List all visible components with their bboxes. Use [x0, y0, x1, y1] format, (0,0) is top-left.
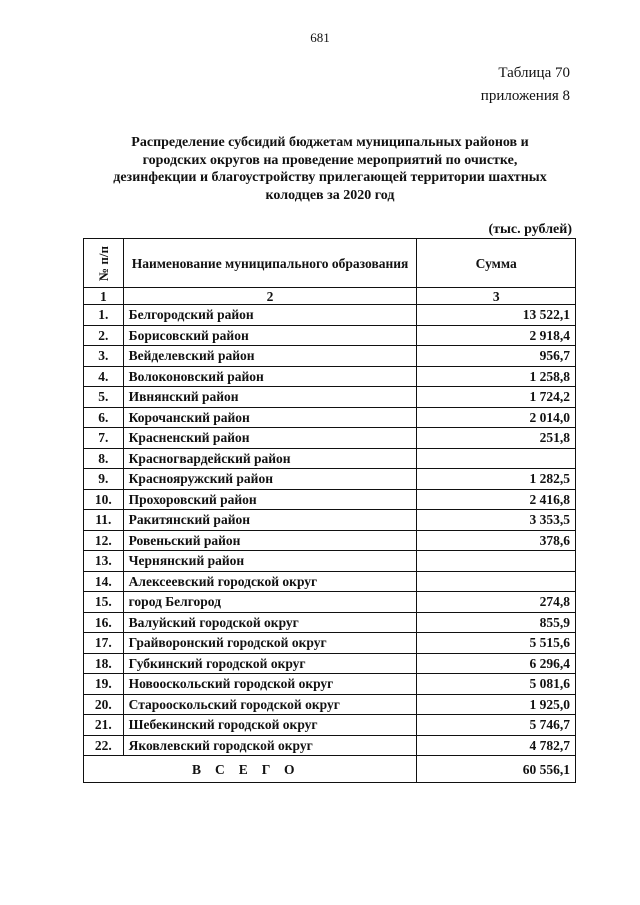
table-row	[84, 694, 576, 715]
row-sum: 4 782,7	[417, 735, 576, 756]
row-name: Грайворонский городской округ	[123, 633, 417, 654]
table-row	[84, 325, 576, 346]
row-number: 2.	[84, 325, 124, 346]
table-row	[84, 592, 576, 613]
row-sum: 251,8	[417, 428, 576, 449]
row-name: Новооскольский городской округ	[123, 674, 417, 695]
total-sum: 60 556,1	[417, 756, 576, 783]
table-row	[84, 407, 576, 428]
row-number: 8.	[84, 448, 124, 469]
row-name: Красногвардейский район	[123, 448, 417, 469]
row-sum: 5 515,6	[417, 633, 576, 654]
document-title: Распределение субсидий бюджетам муниципальных районов и городских округов на проведение мероприятий по очистке, дезинфекции и благоустройству прилегающей территории шахтных колодцев за 2020 год	[113, 135, 547, 203]
row-name: Белгородский район	[123, 305, 417, 326]
table-row	[84, 489, 576, 510]
table-row	[84, 735, 576, 756]
row-number: 5.	[84, 387, 124, 408]
table-label-line1: Таблица 70	[498, 65, 570, 81]
row-sum	[417, 551, 576, 572]
page-number: 681	[310, 30, 330, 45]
row-name: Корочанский район	[123, 407, 417, 428]
header-number-label: № п/п	[95, 245, 111, 281]
row-number: 18.	[84, 653, 124, 674]
table-row	[84, 571, 576, 592]
table-label	[481, 62, 570, 108]
table-row	[84, 448, 576, 469]
table-row	[84, 653, 576, 674]
row-sum: 5 081,6	[417, 674, 576, 695]
row-sum: 3 353,5	[417, 510, 576, 531]
table-row	[84, 510, 576, 531]
table-label-line2: приложения 8	[480, 88, 570, 104]
row-number: 1.	[84, 305, 124, 326]
row-name: Ивнянский район	[123, 387, 417, 408]
row-name: Чернянский район	[123, 551, 417, 572]
row-number: 15.	[84, 592, 124, 613]
table-row	[84, 346, 576, 367]
row-name: город Белгород	[123, 592, 417, 613]
row-name: Волоконовский район	[123, 366, 417, 387]
row-number: 11.	[84, 510, 124, 531]
total-row	[84, 756, 576, 783]
units-label: (тыс. рублей)	[488, 222, 572, 237]
row-number: 13.	[84, 551, 124, 572]
table-row	[84, 612, 576, 633]
row-sum: 1 282,5	[417, 469, 576, 490]
row-name: Вейделевский район	[123, 346, 417, 367]
row-number: 17.	[84, 633, 124, 654]
row-sum: 2 416,8	[417, 489, 576, 510]
row-name: Краснояружский район	[123, 469, 417, 490]
column-number-1: 1	[84, 288, 124, 305]
header-name: Наименование муниципального образования	[123, 239, 417, 288]
column-number-3: 3	[417, 288, 576, 305]
row-number: 14.	[84, 571, 124, 592]
table-row	[84, 469, 576, 490]
table-row	[84, 387, 576, 408]
row-name: Борисовский район	[123, 325, 417, 346]
row-number: 3.	[84, 346, 124, 367]
row-sum: 855,9	[417, 612, 576, 633]
row-name: Ракитянский район	[123, 510, 417, 531]
header-number	[84, 239, 124, 288]
table-row	[84, 428, 576, 449]
row-sum: 5 746,7	[417, 715, 576, 736]
row-name: Валуйский городской округ	[123, 612, 417, 633]
total-label: ВСЕГО	[84, 756, 417, 783]
table-row	[84, 530, 576, 551]
row-sum: 1 925,0	[417, 694, 576, 715]
row-sum: 1 258,8	[417, 366, 576, 387]
row-number: 16.	[84, 612, 124, 633]
row-number: 12.	[84, 530, 124, 551]
row-sum	[417, 448, 576, 469]
row-name: Старооскольский городской округ	[123, 694, 417, 715]
row-number: 19.	[84, 674, 124, 695]
row-sum: 13 522,1	[417, 305, 576, 326]
column-number-2: 2	[123, 288, 417, 305]
header-sum: Сумма	[417, 239, 576, 288]
table-row	[84, 551, 576, 572]
table-row	[84, 305, 576, 326]
row-sum: 6 296,4	[417, 653, 576, 674]
row-sum: 274,8	[417, 592, 576, 613]
row-number: 22.	[84, 735, 124, 756]
row-name: Прохоровский район	[123, 489, 417, 510]
row-number: 4.	[84, 366, 124, 387]
table-row	[84, 366, 576, 387]
row-number: 10.	[84, 489, 124, 510]
row-number: 7.	[84, 428, 124, 449]
subsidy-table	[83, 238, 576, 783]
row-sum: 2 014,0	[417, 407, 576, 428]
row-sum: 956,7	[417, 346, 576, 367]
row-name: Красненский район	[123, 428, 417, 449]
row-number: 6.	[84, 407, 124, 428]
row-name: Яковлевский городской округ	[123, 735, 417, 756]
row-name: Губкинский городской округ	[123, 653, 417, 674]
row-name: Ровеньский район	[123, 530, 417, 551]
table-row	[84, 715, 576, 736]
table-row	[84, 633, 576, 654]
row-sum: 2 918,4	[417, 325, 576, 346]
table-row	[84, 674, 576, 695]
row-sum	[417, 571, 576, 592]
row-number: 21.	[84, 715, 124, 736]
row-name: Алексеевский городской округ	[123, 571, 417, 592]
row-name: Шебекинский городской округ	[123, 715, 417, 736]
row-sum: 1 724,2	[417, 387, 576, 408]
row-sum: 378,6	[417, 530, 576, 551]
column-number-row	[84, 288, 576, 305]
table-header-row	[84, 239, 576, 288]
row-number: 20.	[84, 694, 124, 715]
row-number: 9.	[84, 469, 124, 490]
